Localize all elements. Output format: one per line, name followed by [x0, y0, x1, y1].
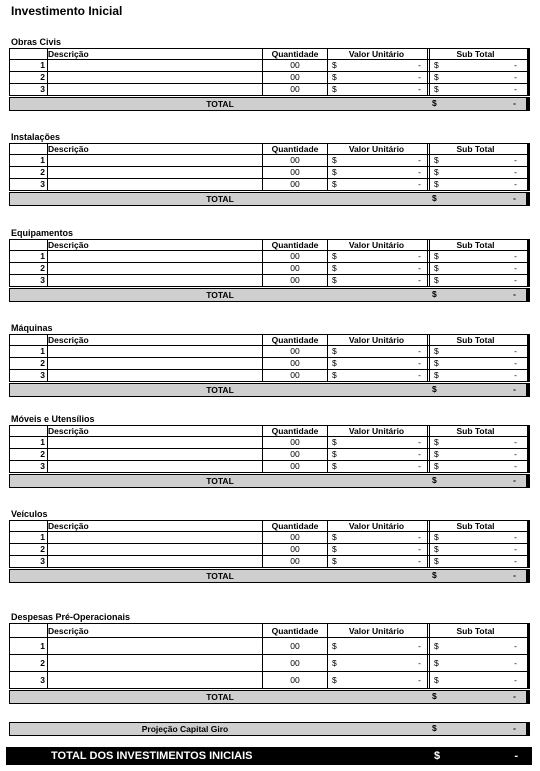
total-label: TOTAL: [206, 99, 234, 109]
header-quantidade: Quantidade: [262, 624, 327, 637]
table-header: [9, 239, 530, 251]
table-row: [9, 72, 530, 84]
sub-total-cell: $ -: [427, 84, 527, 95]
sub-total-cell: $ -: [427, 655, 527, 671]
valor-unitario-cell[interactable]: $ -: [327, 155, 427, 166]
valor-unitario-cell[interactable]: $ -: [327, 655, 427, 671]
table-row: [9, 655, 530, 672]
descricao-cell[interactable]: [47, 437, 262, 448]
sub-total-cell: $ -: [427, 251, 527, 262]
table-row: [9, 532, 530, 544]
valor-unitario-cell[interactable]: $ -: [327, 556, 427, 567]
row-number: 3: [9, 84, 47, 95]
valor-unitario-cell[interactable]: $ -: [327, 672, 427, 688]
valor-unitario-cell[interactable]: $ -: [327, 544, 427, 555]
header-sub-total: Sub Total: [427, 335, 527, 345]
quantidade-cell[interactable]: 00: [262, 251, 327, 262]
section-title: Obras Civis: [11, 37, 62, 47]
header-descricao: Descrição: [47, 426, 262, 436]
section-title: Veículos: [11, 509, 48, 519]
section-title: Despesas Pré-Operacionais: [11, 612, 131, 622]
capital-giro-value: $ -: [432, 723, 516, 733]
items-table: [9, 48, 530, 111]
total-row: [9, 97, 530, 111]
descricao-cell[interactable]: [47, 167, 262, 178]
header-num: [9, 144, 47, 154]
total-label: TOTAL: [206, 692, 234, 702]
section-title: Equipamentos: [11, 228, 74, 238]
header-sub-total: Sub Total: [427, 144, 527, 154]
header-valor-unitario: Valor Unitário: [327, 521, 427, 531]
descricao-cell[interactable]: [47, 72, 262, 83]
descricao-cell[interactable]: [47, 638, 262, 654]
table-header: [9, 143, 530, 155]
items-table: [9, 520, 530, 583]
valor-unitario-cell[interactable]: $ -: [327, 358, 427, 369]
header-sub-total: Sub Total: [427, 521, 527, 531]
descricao-cell[interactable]: [47, 449, 262, 460]
valor-unitario-cell[interactable]: $ -: [327, 638, 427, 654]
items-table: [9, 143, 530, 206]
total-label: TOTAL: [206, 385, 234, 395]
items-table: [9, 334, 530, 397]
quantidade-cell[interactable]: 00: [262, 275, 327, 286]
sub-total-cell: $ -: [427, 638, 527, 654]
header-descricao: Descrição: [47, 335, 262, 345]
quantidade-cell[interactable]: 00: [262, 346, 327, 357]
descricao-cell[interactable]: [47, 251, 262, 262]
valor-unitario-cell[interactable]: $ -: [327, 275, 427, 286]
table-row: [9, 251, 530, 263]
valor-unitario-cell[interactable]: $ -: [327, 437, 427, 448]
valor-unitario-cell[interactable]: $ -: [327, 532, 427, 543]
row-number: 1: [9, 638, 47, 654]
header-num: [9, 426, 47, 436]
descricao-cell[interactable]: [47, 155, 262, 166]
valor-unitario-cell[interactable]: $ -: [327, 461, 427, 472]
header-quantidade: Quantidade: [262, 144, 327, 154]
valor-unitario-cell[interactable]: $ -: [327, 251, 427, 262]
row-number: 3: [9, 672, 47, 688]
header-valor-unitario: Valor Unitário: [327, 335, 427, 345]
total-row: [9, 383, 530, 397]
page-title: Investimento Inicial: [11, 4, 123, 18]
section-instalacoes: [9, 131, 530, 206]
table-row: [9, 638, 530, 655]
row-number: 3: [9, 370, 47, 381]
row-number: 2: [9, 358, 47, 369]
table-row: [9, 275, 530, 287]
total-value: $ -: [432, 98, 516, 108]
descricao-cell[interactable]: [47, 655, 262, 671]
sub-total-cell: $ -: [427, 556, 527, 567]
table-row: [9, 179, 530, 191]
section-equipamentos: [9, 227, 530, 302]
total-value: $ -: [432, 384, 516, 394]
sub-total-cell: $ -: [427, 437, 527, 448]
header-descricao: Descrição: [47, 624, 262, 637]
quantidade-cell[interactable]: 00: [262, 532, 327, 543]
quantidade-cell[interactable]: 00: [262, 556, 327, 567]
header-quantidade: Quantidade: [262, 426, 327, 436]
valor-unitario-cell[interactable]: $ -: [327, 179, 427, 190]
descricao-cell[interactable]: [47, 672, 262, 688]
table-row: [9, 556, 530, 568]
total-value: $ -: [432, 475, 516, 485]
valor-unitario-cell[interactable]: $ -: [327, 263, 427, 274]
sub-total-cell: $ -: [427, 544, 527, 555]
total-label: TOTAL: [206, 194, 234, 204]
section-veiculos: [9, 508, 530, 583]
descricao-cell[interactable]: [47, 358, 262, 369]
section-moveis-utensilios: [9, 413, 530, 488]
table-header: [9, 48, 530, 60]
capital-giro-row: [9, 722, 530, 736]
table-row: [9, 544, 530, 556]
table-row: [9, 370, 530, 382]
valor-unitario-cell[interactable]: $ -: [327, 72, 427, 83]
total-label: TOTAL: [206, 290, 234, 300]
row-number: 1: [9, 532, 47, 543]
sub-total-cell: $ -: [427, 461, 527, 472]
section-obras-civis: [9, 36, 530, 111]
descricao-cell[interactable]: [47, 532, 262, 543]
sub-total-cell: $ -: [427, 155, 527, 166]
row-number: 1: [9, 251, 47, 262]
header-descricao: Descrição: [47, 521, 262, 531]
valor-unitario-cell[interactable]: $ -: [327, 84, 427, 95]
sub-total-cell: $ -: [427, 370, 527, 381]
valor-unitario-cell[interactable]: $ -: [327, 370, 427, 381]
sub-total-cell: $ -: [427, 179, 527, 190]
total-label: TOTAL: [206, 476, 234, 486]
descricao-cell[interactable]: [47, 461, 262, 472]
sub-total-cell: $ -: [427, 72, 527, 83]
table-row: [9, 263, 530, 275]
header-valor-unitario: Valor Unitário: [327, 49, 427, 59]
quantidade-cell[interactable]: 00: [262, 72, 327, 83]
section-title: Instalações: [11, 132, 61, 142]
section-title: Máquinas: [11, 323, 53, 333]
header-sub-total: Sub Total: [427, 49, 527, 59]
header-num: [9, 240, 47, 250]
row-number: 1: [9, 346, 47, 357]
table-header: [9, 334, 530, 346]
table-row: [9, 449, 530, 461]
quantidade-cell[interactable]: 00: [262, 638, 327, 654]
quantidade-cell[interactable]: 00: [262, 60, 327, 71]
table-header: [9, 520, 530, 532]
sub-total-cell: $ -: [427, 275, 527, 286]
descricao-cell[interactable]: [47, 179, 262, 190]
sub-total-cell: $ -: [427, 167, 527, 178]
header-valor-unitario: Valor Unitário: [327, 426, 427, 436]
descricao-cell[interactable]: [47, 370, 262, 381]
header-valor-unitario: Valor Unitário: [327, 624, 427, 637]
table-header: [9, 425, 530, 437]
quantidade-cell[interactable]: 00: [262, 179, 327, 190]
valor-unitario-cell[interactable]: $ -: [327, 60, 427, 71]
items-table: [9, 425, 530, 488]
header-quantidade: Quantidade: [262, 240, 327, 250]
row-number: 1: [9, 60, 47, 71]
header-quantidade: Quantidade: [262, 521, 327, 531]
total-row: [9, 690, 530, 704]
total-row: [9, 569, 530, 583]
grand-total-label: TOTAL DOS INVESTIMENTOS INICIAIS: [51, 750, 253, 762]
header-num: [9, 49, 47, 59]
row-number: 2: [9, 72, 47, 83]
header-valor-unitario: Valor Unitário: [327, 144, 427, 154]
table-row: [9, 60, 530, 72]
items-table: [9, 623, 530, 704]
sub-total-cell: $ -: [427, 346, 527, 357]
grand-total-row: [6, 747, 532, 765]
row-number: 2: [9, 544, 47, 555]
quantidade-cell[interactable]: 00: [262, 672, 327, 688]
sub-total-cell: $ -: [427, 532, 527, 543]
descricao-cell[interactable]: [47, 84, 262, 95]
valor-unitario-cell[interactable]: $ -: [327, 449, 427, 460]
descricao-cell[interactable]: [47, 346, 262, 357]
quantidade-cell[interactable]: 00: [262, 370, 327, 381]
row-number: 2: [9, 167, 47, 178]
header-sub-total: Sub Total: [427, 624, 527, 637]
capital-giro-label: Projeção Capital Giro: [141, 724, 229, 734]
header-sub-total: Sub Total: [427, 426, 527, 436]
row-number: 2: [9, 449, 47, 460]
total-row: [9, 192, 530, 206]
row-number: 3: [9, 556, 47, 567]
row-number: 1: [9, 437, 47, 448]
quantidade-cell[interactable]: 00: [262, 449, 327, 460]
descricao-cell[interactable]: [47, 275, 262, 286]
header-num: [9, 521, 47, 531]
quantidade-cell[interactable]: 00: [262, 155, 327, 166]
descricao-cell[interactable]: [47, 60, 262, 71]
row-number: 2: [9, 263, 47, 274]
header-quantidade: Quantidade: [262, 335, 327, 345]
quantidade-cell[interactable]: 00: [262, 263, 327, 274]
items-table: [9, 239, 530, 302]
total-value: $ -: [432, 691, 516, 701]
quantidade-cell[interactable]: 00: [262, 167, 327, 178]
table-row: [9, 358, 530, 370]
total-label: TOTAL: [206, 571, 234, 581]
quantidade-cell[interactable]: 00: [262, 437, 327, 448]
header-sub-total: Sub Total: [427, 240, 527, 250]
section-maquinas: [9, 322, 530, 397]
table-row: [9, 84, 530, 96]
total-row: [9, 474, 530, 488]
section-title: Móveis e Utensílios: [11, 414, 95, 424]
table-row: [9, 155, 530, 167]
total-row: [9, 288, 530, 302]
sub-total-cell: $ -: [427, 60, 527, 71]
row-number: 2: [9, 655, 47, 671]
total-value: $ -: [432, 289, 516, 299]
section-despesas-pre-operacionais: [9, 611, 530, 704]
table-row: [9, 437, 530, 449]
row-number: 3: [9, 461, 47, 472]
descricao-cell[interactable]: [47, 556, 262, 567]
descricao-cell[interactable]: [47, 544, 262, 555]
header-quantidade: Quantidade: [262, 49, 327, 59]
header-descricao: Descrição: [47, 49, 262, 59]
table-header: [9, 623, 530, 638]
total-value: $ -: [432, 570, 516, 580]
header-descricao: Descrição: [47, 144, 262, 154]
valor-unitario-cell[interactable]: $ -: [327, 346, 427, 357]
header-descricao: Descrição: [47, 240, 262, 250]
row-number: 3: [9, 179, 47, 190]
descricao-cell[interactable]: [47, 263, 262, 274]
quantidade-cell[interactable]: 00: [262, 544, 327, 555]
total-value: $ -: [432, 193, 516, 203]
valor-unitario-cell[interactable]: $ -: [327, 167, 427, 178]
table-row: [9, 167, 530, 179]
quantidade-cell[interactable]: 00: [262, 655, 327, 671]
table-row: [9, 346, 530, 358]
sub-total-cell: $ -: [427, 358, 527, 369]
header-valor-unitario: Valor Unitário: [327, 240, 427, 250]
quantidade-cell[interactable]: 00: [262, 461, 327, 472]
table-row: [9, 461, 530, 473]
quantidade-cell[interactable]: 00: [262, 358, 327, 369]
row-number: 1: [9, 155, 47, 166]
table-row: [9, 672, 530, 689]
sub-total-cell: $ -: [427, 672, 527, 688]
sub-total-cell: $ -: [427, 449, 527, 460]
header-num: [9, 624, 47, 637]
sub-total-cell: $ -: [427, 263, 527, 274]
grand-total-value: $ -: [434, 750, 518, 762]
quantidade-cell[interactable]: 00: [262, 84, 327, 95]
header-num: [9, 335, 47, 345]
row-number: 3: [9, 275, 47, 286]
